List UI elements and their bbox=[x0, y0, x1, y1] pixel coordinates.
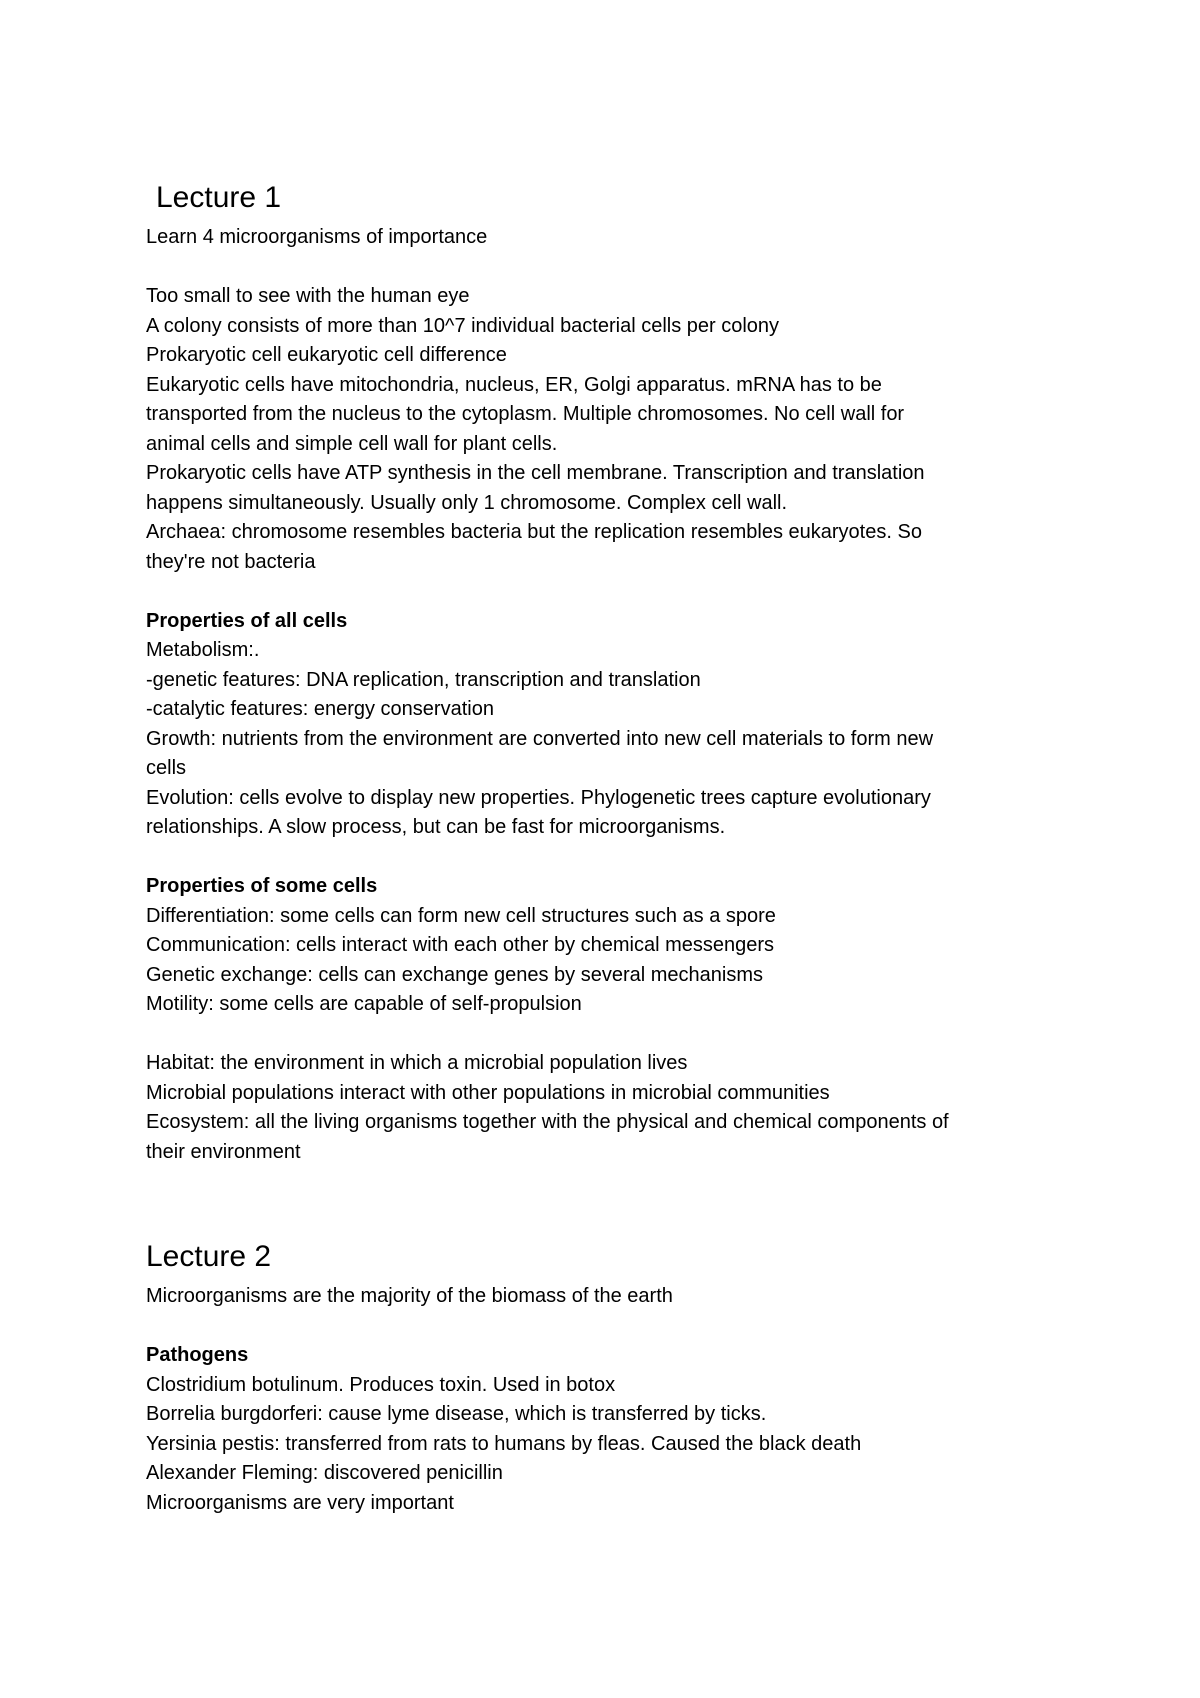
spacer bbox=[146, 843, 1066, 873]
pathogens-line: Yersinia pestis: transferred from rats to humans by fleas. Caused the black death bbox=[146, 1432, 862, 1455]
habitat-line: Microbial populations interact with other populations in microbial communities bbox=[146, 1081, 830, 1104]
some-cells-line: Genetic exchange: cells can exchange genes by several mechanisms bbox=[146, 963, 764, 986]
some-cells-line: Motility: some cells are capable of self-propulsion bbox=[146, 993, 582, 1015]
all-cells-section bbox=[146, 607, 1066, 843]
paragraph-line: animal cells and simple cell wall for plant cells. bbox=[146, 432, 558, 455]
spacer bbox=[146, 1020, 1066, 1050]
all-cells-line: relationships. A slow process, but can be fast for microorganisms. bbox=[146, 816, 726, 838]
all-cells-line: -genetic features: DNA replication, transcription and translation bbox=[146, 668, 701, 691]
document-page bbox=[146, 178, 1066, 1518]
habitat-line: Ecosystem: all the living organisms together with the physical and chemical components of bbox=[146, 1111, 949, 1133]
all-cells-heading: Properties of all cells bbox=[146, 609, 348, 632]
paragraph-line: they're not bacteria bbox=[146, 550, 316, 573]
paragraph-line: Eukaryotic cells have mitochondria, nucleus, ER, Golgi apparatus. mRNA has to be bbox=[146, 373, 882, 396]
spacer bbox=[146, 1167, 1066, 1237]
all-cells-line: Growth: nutrients from the environment are converted into new cell materials to form new bbox=[146, 727, 934, 750]
paragraph-line: transported from the nucleus to the cytoplasm. Multiple chromosomes. No cell wall for bbox=[146, 403, 905, 425]
paragraph-line: Prokaryotic cell eukaryotic cell difference bbox=[146, 344, 507, 366]
all-cells-line: Metabolism:. bbox=[146, 639, 260, 661]
some-cells-heading: Properties of some cells bbox=[146, 875, 378, 897]
paragraph-line: Archaea: chromosome resembles bacteria but the replication resembles eukaryotes. So bbox=[146, 521, 922, 543]
habitat-line: their environment bbox=[146, 1140, 301, 1163]
spacer bbox=[146, 1312, 1066, 1342]
paragraph-line: happens simultaneously. Usually only 1 chromosome. Complex cell wall. bbox=[146, 491, 788, 514]
paragraph-line: A colony consists of more than 10^7 individual bacterial cells per colony bbox=[146, 314, 780, 337]
lecture-2-intro: Microorganisms are the majority of the biomass of the earth bbox=[146, 1285, 673, 1307]
some-cells-section bbox=[146, 872, 1066, 1020]
pathogens-section bbox=[146, 1341, 1066, 1518]
lecture-1-intro: Learn 4 microorganisms of importance bbox=[146, 226, 488, 248]
pathogens-line: Borrelia burgdorferi: cause lyme disease, which is transferred by ticks. bbox=[146, 1403, 767, 1425]
habitat-line: Habitat: the environment in which a microbial population lives bbox=[146, 1052, 688, 1074]
some-cells-line: Communication: cells interact with each other by chemical messengers bbox=[146, 934, 775, 956]
spacer bbox=[146, 253, 1066, 283]
lecture-1-paragraph bbox=[146, 282, 1066, 577]
pathogens-line: Alexander Fleming: discovered penicillin bbox=[146, 1462, 503, 1484]
some-cells-line: Differentiation: some cells can form new cell structures such as a spore bbox=[146, 904, 776, 927]
spacer bbox=[146, 577, 1066, 607]
paragraph-line: Prokaryotic cells have ATP synthesis in the cell membrane. Transcription and translation bbox=[146, 462, 925, 484]
all-cells-line: Evolution: cells evolve to display new properties. Phylogenetic trees capture evolutionary bbox=[146, 786, 931, 809]
all-cells-line: cells bbox=[146, 757, 187, 779]
habitat-section bbox=[146, 1049, 1066, 1167]
paragraph-line: Too small to see with the human eye bbox=[146, 285, 470, 307]
pathogens-heading: Pathogens bbox=[146, 1344, 249, 1366]
pathogens-line: Clostridium botulinum. Produces toxin. Used in botox bbox=[146, 1373, 616, 1396]
lecture-1-heading: Lecture 1 bbox=[156, 181, 282, 214]
lecture-2-heading: Lecture 2 bbox=[146, 1240, 272, 1273]
all-cells-line: -catalytic features: energy conservation bbox=[146, 698, 494, 720]
pathogens-line: Microorganisms are very important bbox=[146, 1491, 454, 1514]
